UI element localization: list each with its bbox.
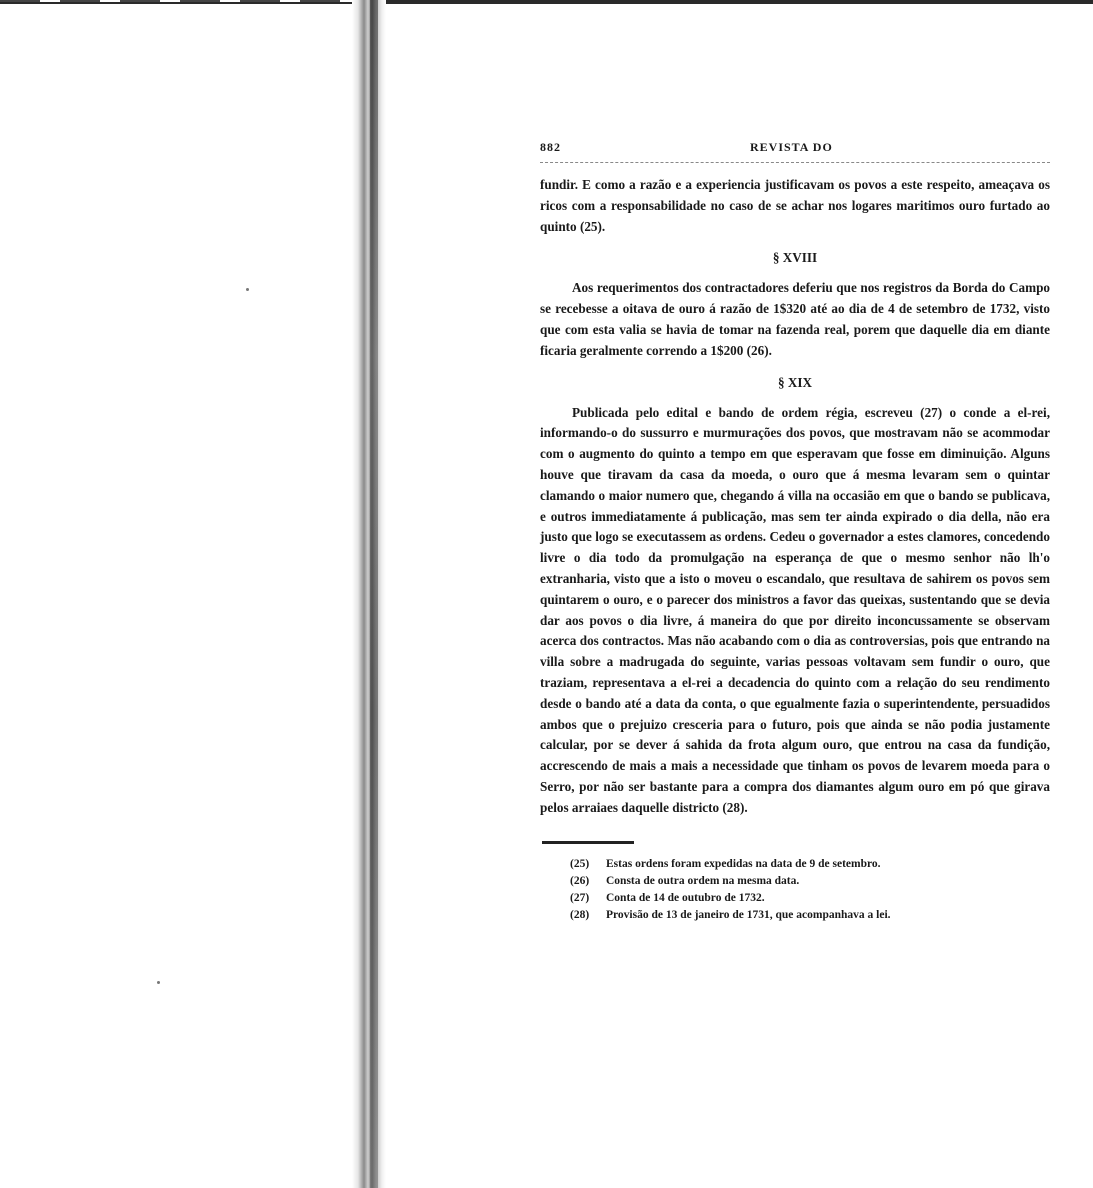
- book-gutter: [370, 0, 378, 1188]
- section-heading-xviii: § XVIII: [772, 250, 818, 266]
- header-rule: [540, 162, 1050, 163]
- footnote-text: Estas ordens foram expedidas na data de 9 de setembro.: [606, 857, 881, 870]
- scan-speck: [246, 288, 249, 291]
- paragraph-xix: Publicada pelo edital e bando de ordem régia, escreveu (27) o conde a el-rei, informando-o do sussurro e murmurações dos povos, que mostravam não se acommodar com o augmento do quinto a tempo em que esperavam que fosse em diminuição. Alguns houve que tiravam da casa da moeda, o ouro que á mesma levaram sem o quintar clamando o maior numero que, chegando á villa na occasião em que o bando se publicava, e outros immediatamente á publicação, mas sem ter ainda expirado o dia della, não era justo que logo se executassem as ordens. Cedeu o governador a estes clamores, concedendo livre o dia todo da promulgação na esperança de que o mesmo senhor não lh'o extranharia, visto que a isto o moveu o escandalo, que resultava de sahirem os povos sem quintarem o ouro, e o parecer dos ministros a favor das queixas, sustentando que se devia dar aos povos o dia livre, á maneira do que por direito inconcussamente se observam acerca dos contractos. Mas não acabando com o dia as controversias, pois que entrando na villa sobre a madrugada do seguinte, varias pessoas voltavam sem fundir o ouro, que traziam, representava a el-rei a decadencia do quinto com a relação do seu rendimento desde o bando até a data da conta, o que egualmente fazia o superintendente, persuadidos ambos que o prejuizo cresceria para o futuro, pois que ainda se não podia justamente calcular, por se dever á sahida da frota algum ouro, que entrou na casa da fundição, accrescendo de mais a mais a necessidade que tinham os povos de levarem moeda para o Serro, por não ser bastante para a compra dos diamantes algum ouro em pó que girava pelos arraiaes daquelle districto (28).: [540, 404, 1050, 815]
- footnote: [540, 856, 1050, 873]
- footnote-text: Consta de outra ordem na mesma data.: [606, 874, 800, 887]
- book-page: [540, 140, 1050, 924]
- footnote: [540, 873, 1050, 890]
- book-spine-shadow: [352, 0, 386, 1188]
- footnote: [540, 907, 1050, 924]
- scan-speck: [157, 981, 160, 984]
- footnote-text: Provisão de 13 de janeiro de 1731, que acompanhava a lei.: [606, 908, 891, 921]
- footnote-mark: (25): [570, 857, 590, 870]
- footnote-mark: (27): [570, 891, 590, 904]
- section-heading-xix: § XIX: [777, 374, 813, 390]
- scan-top-edge-left: [0, 0, 360, 2]
- running-title: REVISTA DO: [750, 140, 833, 154]
- paragraph-continuation: fundir. E como a razão e a experiencia justificavam os povos a este respeito, ameaçava os ricos com a responsabilidade no caso de se achar nos logares maritimos ouro furtado ao quinto (25).: [540, 177, 1050, 234]
- footnote-rule: [542, 841, 634, 844]
- paragraph-xviii: Aos requerimentos dos contractadores deferiu que nos registros da Borda do Campo se recebesse a oitava de ouro á razão de 1$320 até ao dia de 4 de setembro de 1732, visto que com esta valia se havia de tomar na fazenda real, porem que daquelle dia em diante ficaria geralmente correndo a 1$200 (26).: [540, 280, 1050, 358]
- footnote-text: Conta de 14 de outubro de 1732.: [606, 891, 765, 904]
- footnote: [540, 890, 1050, 907]
- running-header: [540, 140, 1050, 162]
- footnote-mark: (28): [570, 908, 590, 921]
- page-number: 882: [540, 140, 561, 154]
- footnote-mark: (26): [570, 874, 590, 887]
